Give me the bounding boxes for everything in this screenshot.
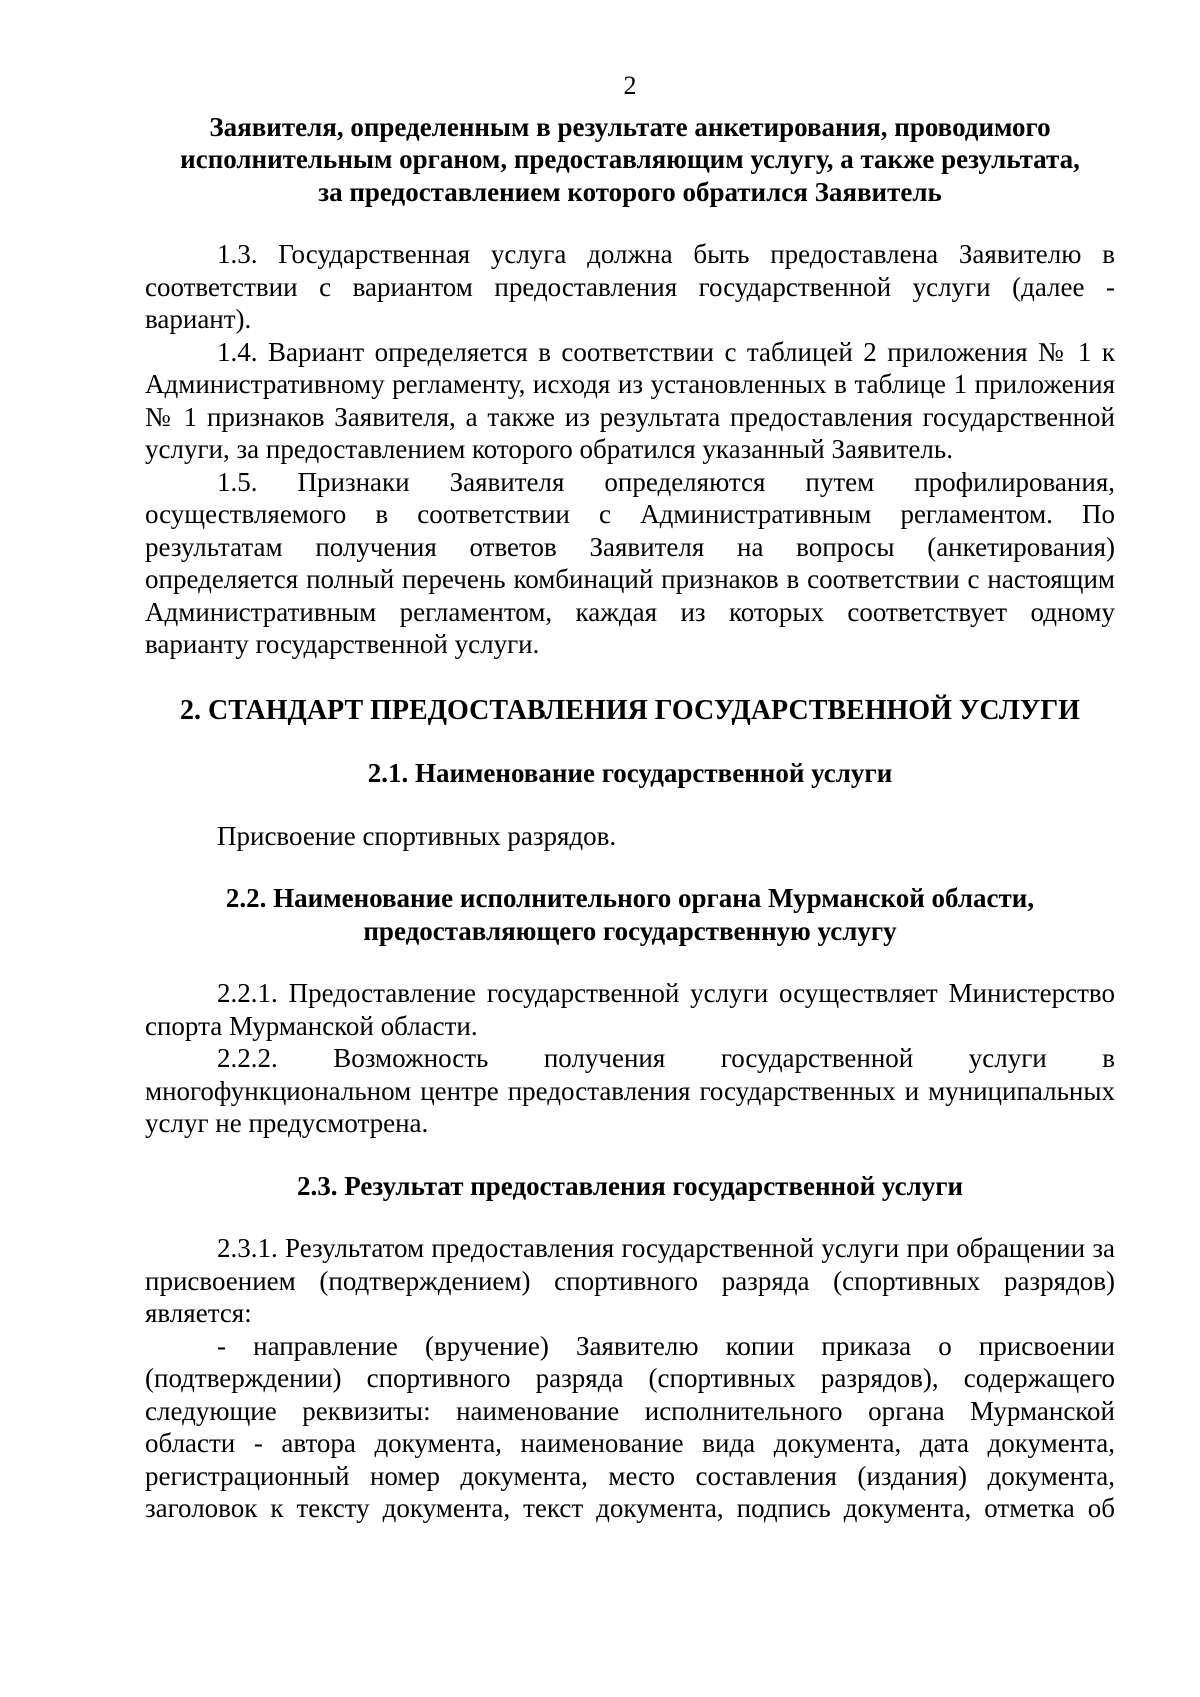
subsection-2-1-title: 2.1. Наименование государственной услуги bbox=[367, 758, 893, 788]
paragraph-1-5: 1.5. Признаки Заявителя определяются путем профилирования, осуществляемого в соответствии с Административным регламентом. По результатам получения ответов Заявителя на вопросы (анкетирования) определяется полный перечень комбинаций признаков в соответствии с настоящим Административным регламентом, каждая из которых соответствует одному варианту государственной услуги. bbox=[145, 466, 1115, 659]
paragraph-2-3-1-item: - направление (вручение) Заявителю копии приказа о присвоении (подтверждении) спортивного разряда (спортивных разрядов), содержащего следующие реквизиты: наименование исполнительного органа Мурманской области - автора документа, наименование вида документа, дата документа, регистрационный номер документа, место составления (издания) документа, заголовок к тексту документа, текст документа, подпись документа, отметка об bbox=[145, 1330, 1115, 1523]
subsection-2-3-title: 2.3. Результат предоставления государственной услуги bbox=[296, 1170, 964, 1201]
page-number: 2 bbox=[623, 71, 637, 100]
intro-heading-line: Заявителя, определенным в результате анкетирования, проводимого bbox=[209, 111, 1051, 142]
intro-heading-line: за предоставлением которого обратился Заявитель bbox=[318, 176, 942, 207]
section-2-title: 2. СТАНДАРТ ПРЕДОСТАВЛЕНИЯ ГОСУДАРСТВЕННОЙ УСЛУГИ bbox=[180, 694, 1080, 726]
paragraph-2-2-1: 2.2.1. Предоставление государственной услуги осуществляет Министерство спорта Мурманской области. bbox=[145, 978, 1115, 1041]
paragraph-2-3-1: 2.3.1. Результатом предоставления государственной услуги при обращении за присвоением (подтверждением) спортивного разряда (спортивных разрядов) является: bbox=[145, 1233, 1115, 1328]
intro-heading bbox=[145, 111, 1115, 209]
subsection-2-2-title-line: 2.2. Наименование исполнительного органа Мурманской области, bbox=[225, 883, 1035, 913]
paragraph-1-3: 1.3. Государственная услуга должна быть предоставлена Заявителю в соответствии с вариантом предоставления государственной услуги (далее - вариант). bbox=[145, 239, 1115, 334]
intro-heading-line: исполнительным органом, предоставляющим услугу, а также результата, bbox=[180, 144, 1080, 174]
subsection-2-2-title-line: предоставляющего государственную услугу bbox=[363, 915, 897, 946]
paragraph-2-1: Присвоение спортивных разрядов. bbox=[217, 820, 617, 851]
paragraph-1-4: 1.4. Вариант определяется в соответствии с таблицей 2 приложения № 1 к Административному регламенту, исходя из установленных в таблице 1 приложения № 1 признаков Заявителя, а также из результата предоставления государственной услуги, за предоставлением которого обратился указанный Заявитель. bbox=[145, 336, 1115, 464]
subsection-2-2-title bbox=[145, 882, 1115, 947]
paragraph-2-2-2: 2.2.2. Возможность получения государственной услуги в многофункциональном центре предоставления государственных и муниципальных услуг не предусмотрена. bbox=[145, 1043, 1115, 1138]
